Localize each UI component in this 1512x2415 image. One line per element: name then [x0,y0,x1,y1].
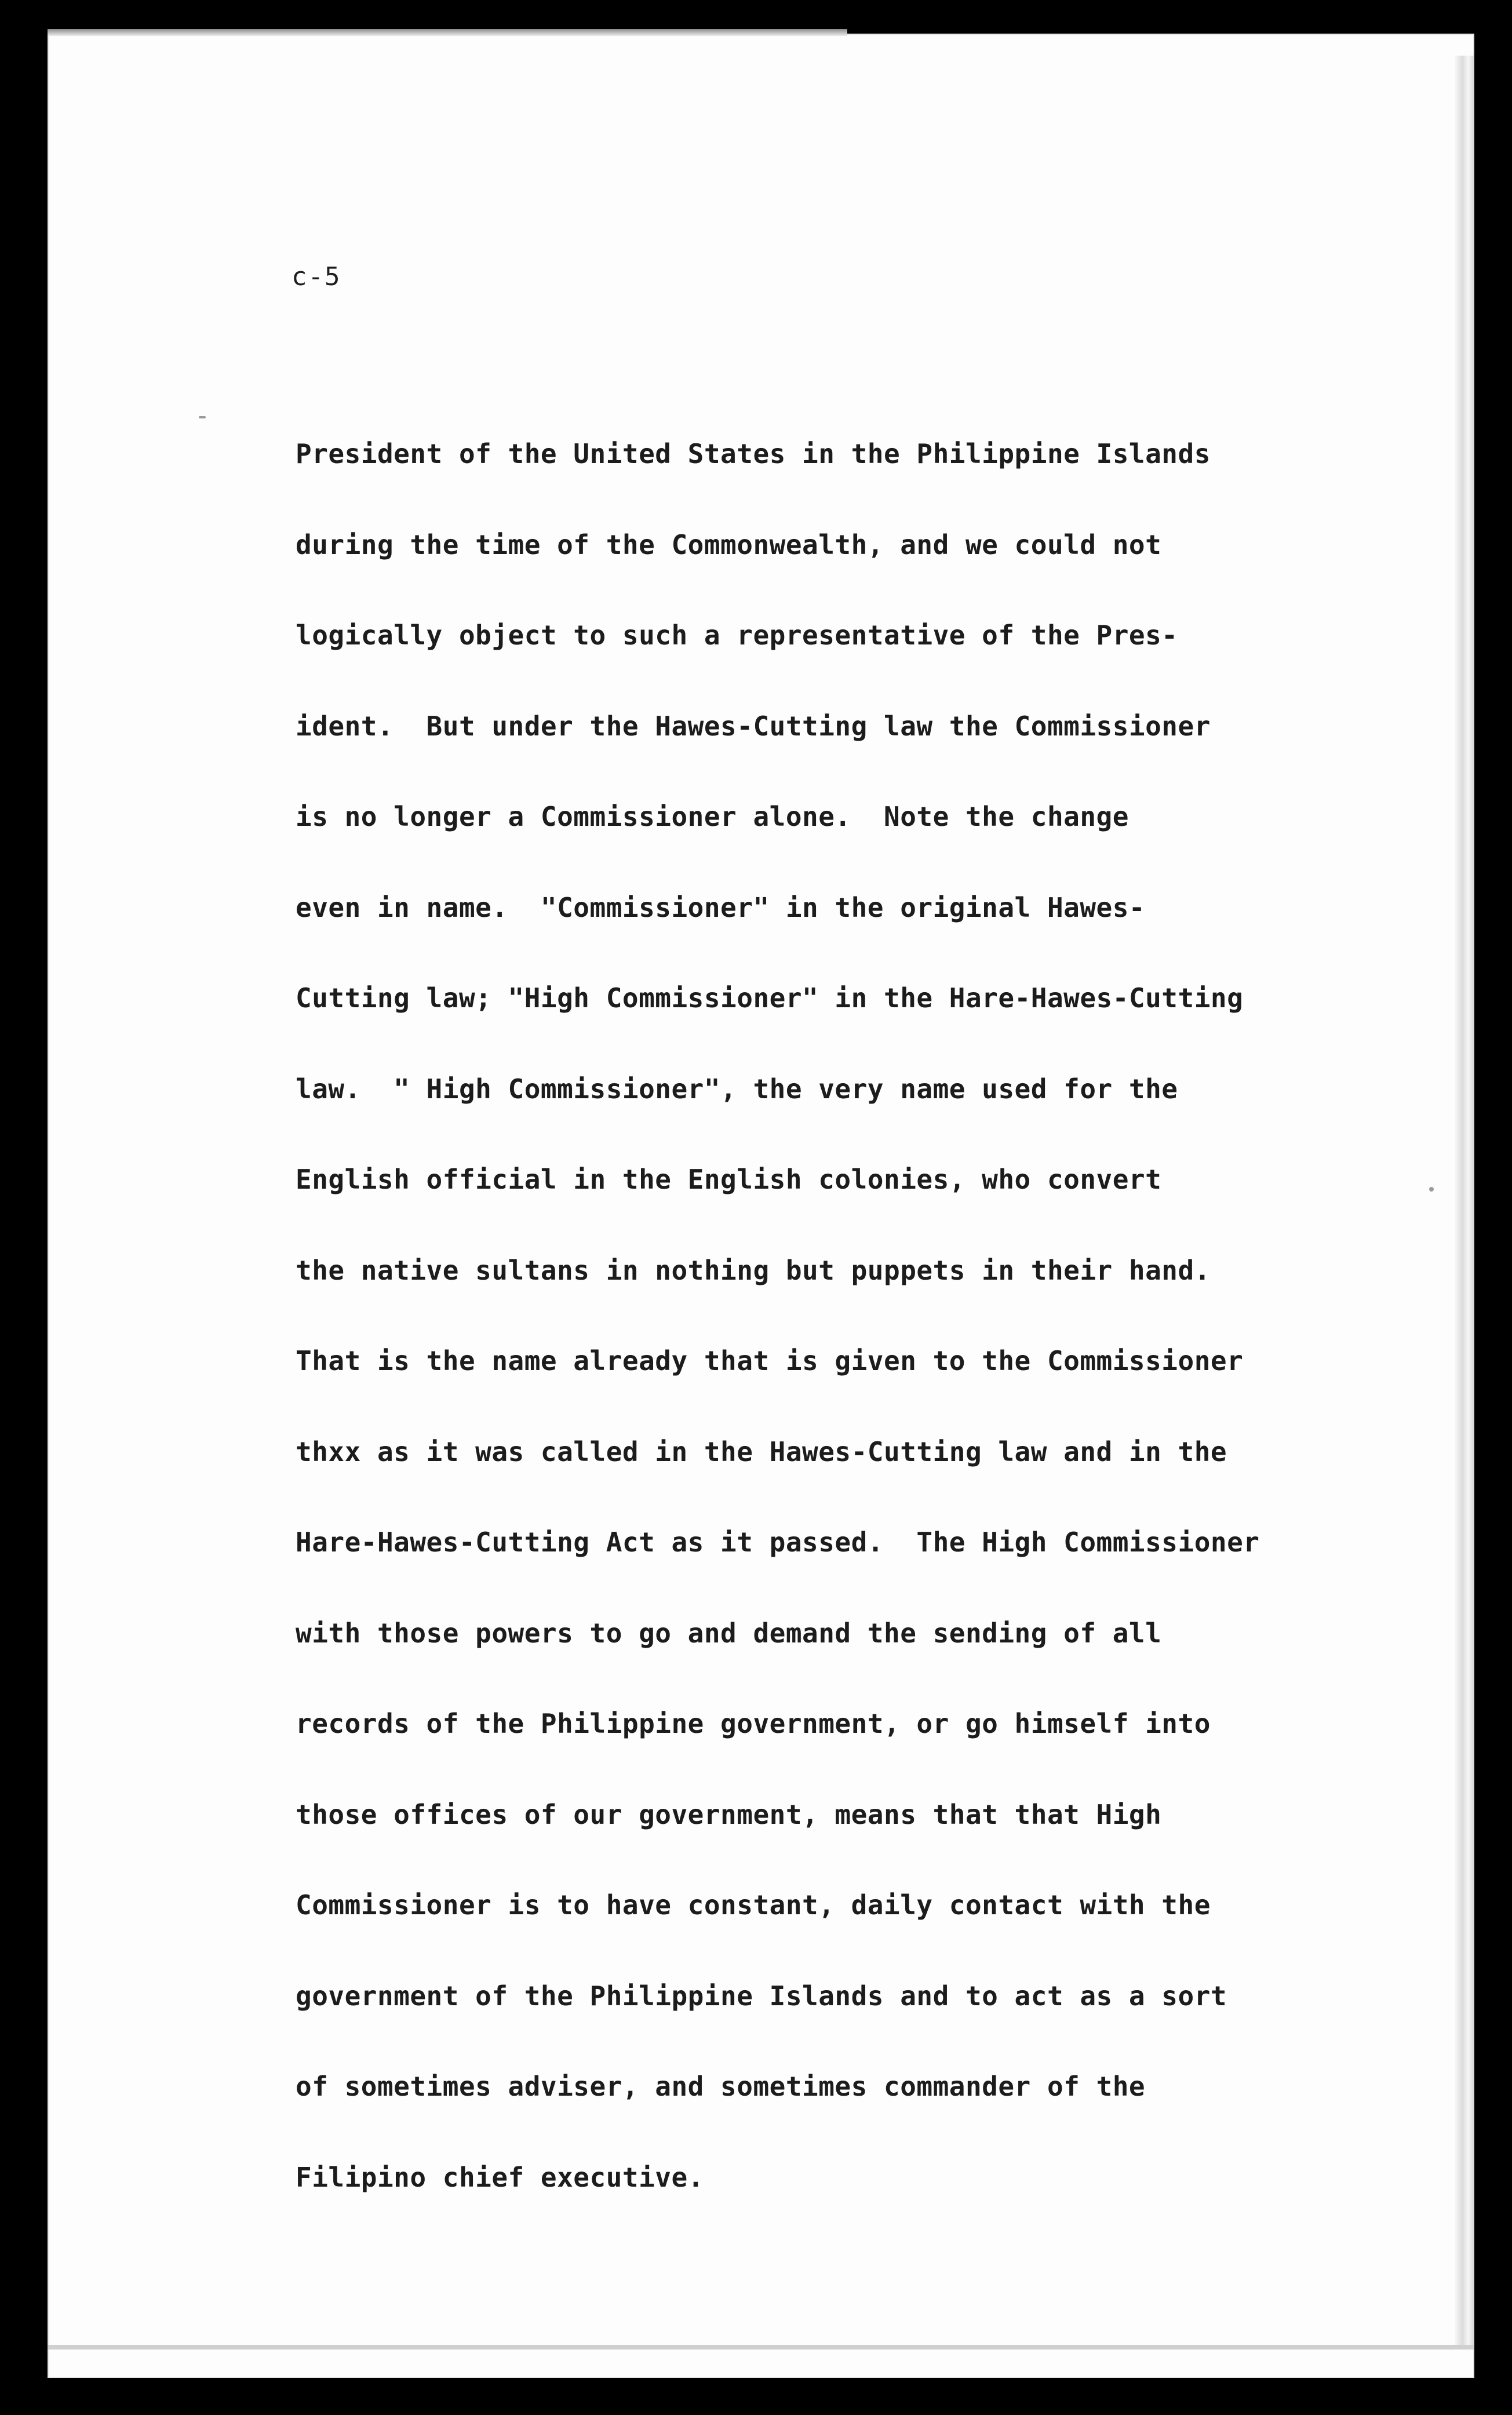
text-line: Hare-Hawes-Cutting Act as it passed. The High Commissioner [296,1527,1260,1558]
text-line: government of the Philippine Islands and to act as a sort [296,1980,1227,2012]
page-right-edge [1455,56,1474,2345]
text-line: even in name. "Commissioner" in the original Hawes- [296,891,1146,923]
text-line: of sometimes adviser, and sometimes commander of the [296,2071,1146,2102]
stray-mark [199,416,206,418]
text-line: records of the Philippine government, or go himself into [296,1708,1211,1739]
text-line: Commissioner is to have constant, daily contact with the [296,1889,1211,1921]
text-line: thxx as it was called in the Hawes-Cutting law and in the [296,1436,1227,1467]
page-bottom-edge [48,2345,1474,2350]
text-line: English official in the English colonies, who convert [296,1164,1162,1195]
text-line: during the time of the Commonwealth, and we could not [296,529,1162,560]
text-line: Cutting law; "High Commissioner" in the Hare-Hawes-Cutting [296,982,1244,1014]
text-line: That is the name already that is given to the Commissioner [296,1345,1244,1376]
text-line: logically object to such a representative of the Pres- [296,620,1178,651]
text-line: law. " High Commissioner", the very name used for the [296,1073,1178,1105]
page-top-edge [48,29,847,36]
stray-mark [1429,1187,1434,1192]
text-line: President of the United States in the Philippine Islands [296,438,1211,469]
page-number: c-5 [292,262,341,292]
typed-paragraph [296,431,1431,2245]
text-line: is no longer a Commissioner alone. Note the change [296,801,1129,832]
text-line: Filipino chief executive. [296,2161,704,2193]
text-line: the native sultans in nothing but puppets in their hand. [296,1254,1211,1286]
text-line: ident. But under the Hawes-Cutting law the Commissioner [296,710,1211,742]
text-line: with those powers to go and demand the sending of all [296,1617,1162,1649]
text-line: those offices of our government, means that that High [296,1798,1162,1830]
